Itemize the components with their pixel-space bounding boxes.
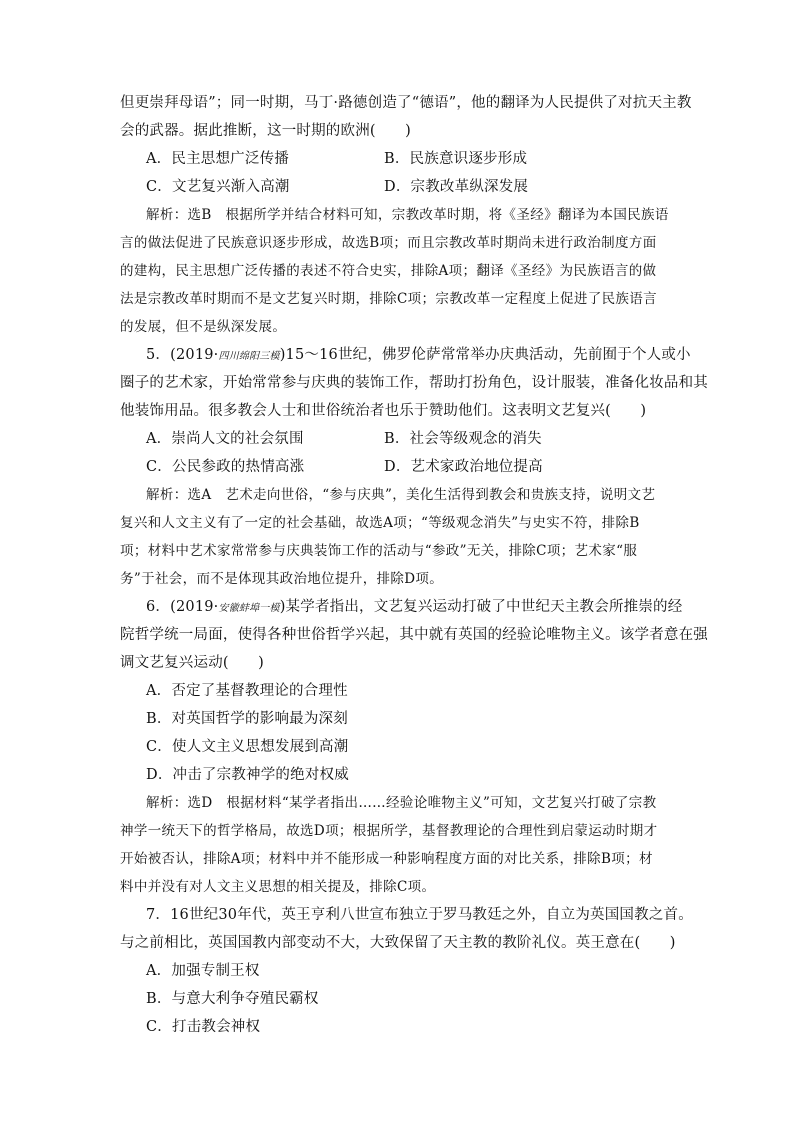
q6-analysis-line: 开始被否认，排除A项；材料中并不能形成一种影响程度方面的对比关系，排除B项；材 bbox=[120, 851, 653, 867]
q4-option-b: B．民族意识逐步形成 bbox=[384, 151, 528, 167]
q6-number: 6．(2019· bbox=[146, 599, 219, 615]
q4-stem-line-1: 但更崇拜母语”；同一时期，马丁·路德创造了“德语”，他的翻译为人民提供了对抗天主教 bbox=[120, 95, 692, 111]
q7-option-c: C．打击教会神权 bbox=[146, 1019, 261, 1035]
q7-option-b: B．与意大利争夺殖民霸权 bbox=[146, 991, 319, 1007]
q5-option-c: C．公民参政的热情高涨 bbox=[146, 459, 305, 475]
q4-option-d: D．宗教改革纵深发展 bbox=[384, 179, 529, 195]
q4-analysis-line: 的发展，但不是纵深发展。 bbox=[120, 319, 287, 335]
q4-analysis-line: 言的做法促进了民族意识逐步形成，故选B项；而且宗教改革时期尚未进行政治制度方面 bbox=[120, 235, 657, 251]
q6-stem-line-2: 院哲学统一局面，使得各种世俗哲学兴起，其中就有英国的经验论唯物主义。该学者意在强 bbox=[120, 627, 708, 643]
q6-option-d: D．冲击了宗教神学的绝对权威 bbox=[146, 767, 349, 783]
q4-analysis-line: 法是宗教改革时期而不是文艺复兴时期，排除C项；宗教改革一定程度上促进了民族语言 bbox=[120, 291, 657, 307]
q6-analysis-line: 料中并没有对人文主义思想的相关提及，排除C项。 bbox=[120, 879, 436, 895]
q7-stem-line-2: 与之前相比，英国国教内部变动不大，大致保留了天主教的教阶礼仪。英王意在( ) bbox=[120, 935, 676, 951]
q5-number: 5．(2019· bbox=[146, 347, 219, 363]
q6-option-b: B．对英国哲学的影响最为深刻 bbox=[146, 711, 348, 727]
q5-stem-line-3: 他装饰用品。很多教会人士和世俗统治者也乐于赞助他们。这表明文艺复兴( ) bbox=[120, 403, 647, 419]
q5-option-b: B．社会等级观念的消失 bbox=[384, 431, 542, 447]
q5-analysis-line: 务”于社会，而不是体现其政治地位提升，排除D项。 bbox=[120, 571, 444, 587]
q6-analysis-line: 解析：选D 根据材料“某学者指出……经验论唯物主义”可知，文艺复兴打破了宗教 bbox=[146, 795, 657, 811]
q6-source: 安徽蚌埠一模 bbox=[218, 603, 280, 614]
q5-option-d: D．艺术家政治地位提高 bbox=[384, 459, 543, 475]
q6-option-c: C．使人文主义思想发展到高潮 bbox=[146, 739, 349, 755]
q6-option-a: A．否定了基督教理论的合理性 bbox=[146, 683, 348, 699]
q4-stem-line-2: 会的武器。据此推断，这一时期的欧洲( ) bbox=[120, 123, 412, 139]
q5-analysis-line: 复兴和人文主义有了一定的社会基础，故选A项；“等级观念消失”与史实不符，排除B bbox=[120, 515, 640, 531]
q6-stem-line-1 bbox=[146, 597, 682, 619]
q4-option-c: C．文艺复兴渐入高潮 bbox=[146, 179, 290, 195]
q5-option-a: A．崇尚人文的社会氛围 bbox=[146, 431, 304, 447]
q4-analysis-line: 解析：选B 根据所学并结合材料可知，宗教改革时期，将《圣经》翻译为本国民族语 bbox=[146, 207, 669, 223]
q6-stem-text: )某学者指出，文艺复兴运动打破了中世纪天主教会所推崇的经 bbox=[279, 599, 683, 615]
q5-analysis-line: 解析：选A 艺术走向世俗，“参与庆典”，美化生活得到教会和贵族支持，说明文艺 bbox=[146, 487, 656, 503]
q5-analysis-line: 项；材料中艺术家常常参与庆典装饰工作的活动与“参政”无关，排除C项；艺术家“服 bbox=[120, 543, 638, 559]
q7-option-a: A．加强专制王权 bbox=[146, 963, 260, 979]
q4-analysis-line: 的建构，民主思想广泛传播的表述不符合史实，排除A项；翻译《圣经》为民族语言的做 bbox=[120, 263, 657, 279]
q5-stem-text: )15～16世纪，佛罗伦萨常常举办庆典活动，先前囿于个人或小 bbox=[279, 347, 691, 363]
q7-stem-line-1: 7．16世纪30年代，英王亨利八世宣布独立于罗马教廷之外，自立为英国国教之首。 bbox=[146, 907, 693, 923]
q6-stem-line-3: 调文艺复兴运动( ) bbox=[120, 655, 265, 671]
q5-source: 四川绵阳三模 bbox=[218, 351, 280, 362]
q5-stem-line-1 bbox=[146, 345, 691, 367]
q6-analysis-line: 神学一统天下的哲学格局，故选D项；根据所学，基督教理论的合理性到启蒙运动时期才 bbox=[120, 823, 658, 839]
q4-option-a: A．民主思想广泛传播 bbox=[146, 151, 289, 167]
q5-stem-line-2: 圈子的艺术家，开始常常参与庆典的装饰工作，帮助打扮角色，设计服装，准备化妆品和其 bbox=[120, 375, 708, 391]
